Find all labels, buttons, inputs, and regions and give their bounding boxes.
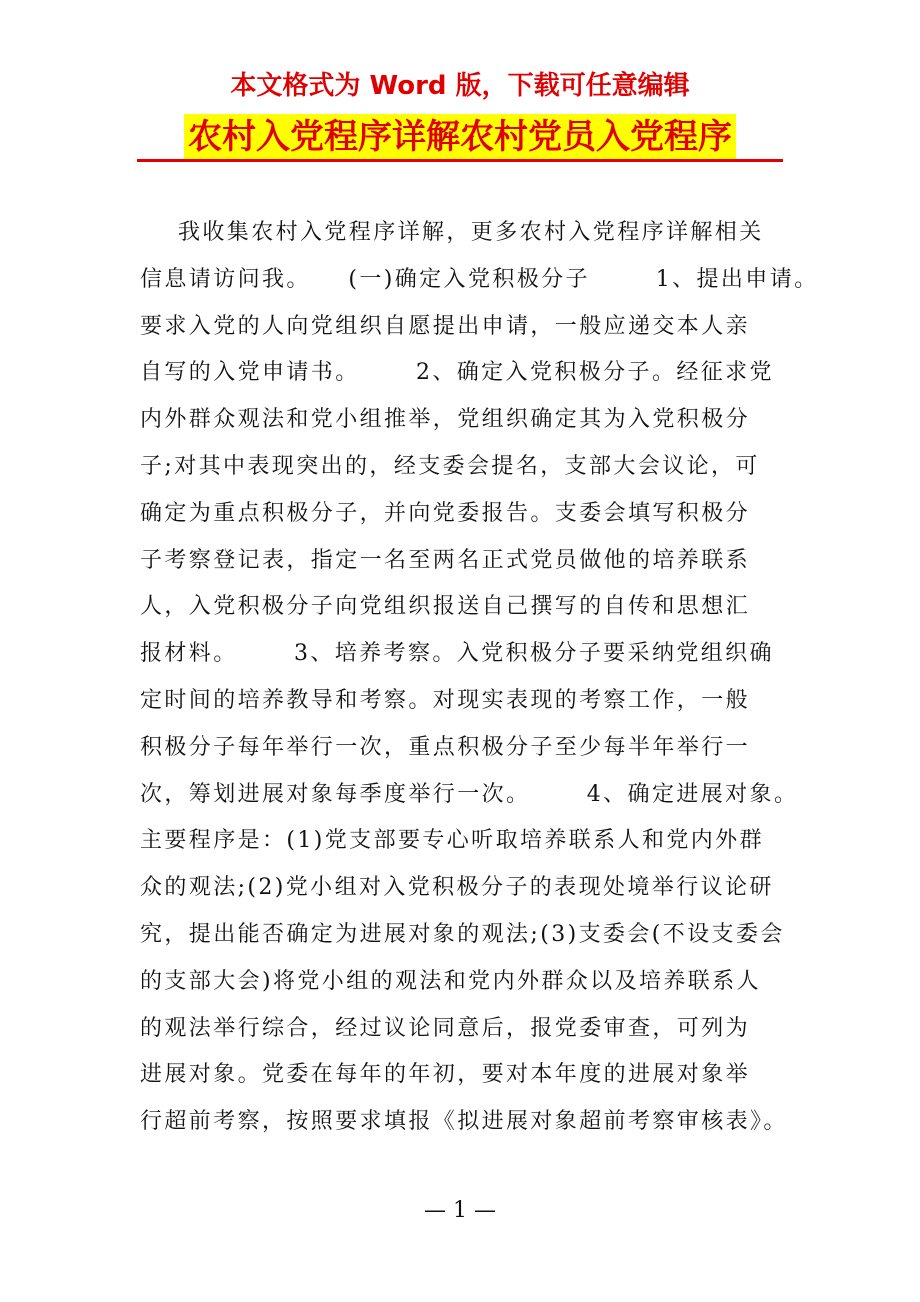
body-line: 积极分子每年举行一次，重点积极分子至少每半年举行一 [140, 734, 751, 760]
body-line: 信息请访问我。 (一)确定入党积极分子 1、提出申请。 [140, 266, 819, 292]
body-line: 究，提出能否确定为进展对象的观法;(3)支委会(不设支委会 [140, 921, 785, 947]
body-line: 行超前考察，按照要求填报《拟进展对象超前考察审核表》。 [140, 1109, 788, 1135]
title-divider [137, 159, 783, 162]
body-line: 自写的入党申请书。 2、确定入党积极分子。经征求党 [140, 360, 774, 386]
body-line: 进展对象。党委在每年的年初，要对本年度的进展对象举 [140, 1062, 751, 1088]
body-line: 内外群众观法和党小组推举，党组织确定其为入党积极分 [140, 407, 751, 433]
body-line: 人，入党积极分子向党组织报送自己撰写的自传和思想汇 [140, 594, 751, 620]
body-line: 次，筹划进展对象每季度举行一次。 4、确定进展对象。 [140, 781, 799, 807]
body-line: 主要程序是：(1)党支部要专心听取培养联系人和党内外群 [140, 828, 764, 854]
body-line: 子考察登记表，指定一名至两名正式党员做他的培养联系 [140, 547, 751, 573]
document-title: 农村入党程序详解农村党员入党程序 [184, 114, 736, 160]
body-line: 确定为重点积极分子，并向党委报告。支委会填写积极分 [140, 500, 751, 526]
document-body [140, 210, 819, 1146]
body-line: 的观法举行综合，经过议论同意后，报党委审查，可列为 [140, 1015, 751, 1041]
edit-notice: 本文格式为 Word 版，下载可任意编辑 [230, 71, 690, 101]
body-line: 我收集农村入党程序详解，更多农村入党程序详解相关 [178, 220, 764, 245]
body-line: 报材料。 3、培养考察。入党积极分子要采纳党组织确 [140, 641, 774, 667]
body-line: 要求入党的人向党组织自愿提出申请，一般应递交本人亲 [140, 313, 751, 339]
body-line: 的支部大会)将党小组的观法和党内外群众以及培养联系人 [140, 968, 761, 994]
body-line: 定时间的培养教导和考察。对现实表现的考察工作，一般 [140, 687, 751, 713]
title-container [0, 114, 920, 160]
page-number: — 1 — [424, 1198, 496, 1223]
body-line: 子;对其中表现突出的，经支委会提名，支部大会议论，可 [140, 453, 760, 479]
body-line: 众的观法;(2)党小组对入党积极分子的表现处境举行议论研 [140, 875, 774, 901]
